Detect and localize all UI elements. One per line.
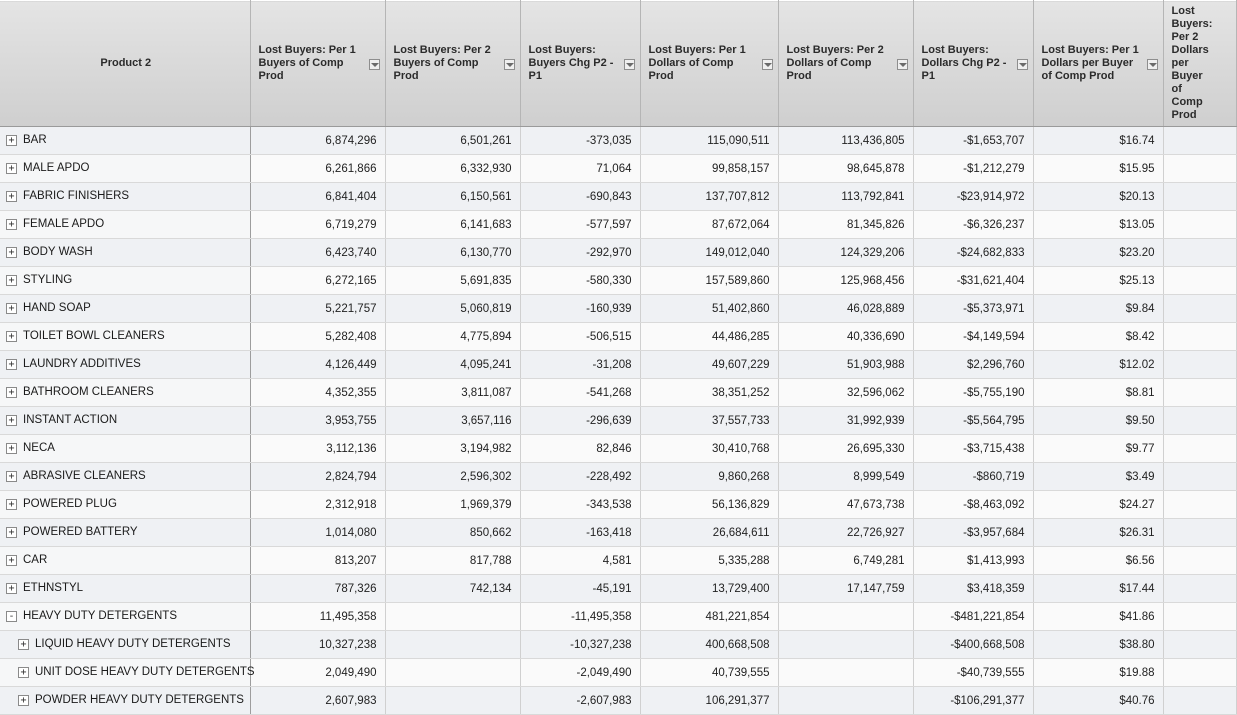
expand-icon[interactable]: +	[6, 499, 17, 510]
expand-icon[interactable]: +	[6, 219, 17, 230]
data-cell[interactable]: $20.13	[1033, 183, 1163, 211]
row-header-cell[interactable]	[0, 267, 250, 295]
data-cell[interactable]: 787,326	[250, 575, 385, 603]
data-cell[interactable]	[778, 659, 913, 687]
column-header-label: Lost Buyers: Per 1 Dollars per Buyer of Comp Prod	[1041, 44, 1139, 82]
data-cell[interactable]	[1163, 435, 1236, 463]
expand-icon[interactable]: +	[6, 527, 17, 538]
data-cell[interactable]: $9.50	[1033, 407, 1163, 435]
data-cell[interactable]	[778, 603, 913, 631]
row-label: POWDER HEAVY DUTY DETERGENTS	[35, 694, 244, 707]
column-header-per2-dollars-per-buyer[interactable]	[1163, 1, 1236, 127]
data-cell[interactable]: 5,282,408	[250, 323, 385, 351]
data-cell[interactable]: 98,645,878	[778, 155, 913, 183]
row-header-cell[interactable]	[0, 323, 250, 351]
column-header-label: Lost Buyers: Per 2 Buyers of Comp Prod	[393, 44, 491, 82]
column-header-product2[interactable]	[0, 1, 250, 127]
data-cell[interactable]: 4,352,355	[250, 379, 385, 407]
data-cell[interactable]: $9.84	[1033, 295, 1163, 323]
row-header-cell[interactable]	[0, 211, 250, 239]
expand-icon[interactable]: +	[6, 415, 17, 426]
expand-icon[interactable]: +	[18, 639, 29, 650]
data-cell[interactable]: -$481,221,854	[913, 603, 1033, 631]
data-cell[interactable]	[1163, 239, 1236, 267]
column-header-label: Lost Buyers: Buyers Chg P2 -P1	[528, 44, 614, 82]
column-header-label: Lost Buyers: Per 2 Dollars per Buyer of Comp Prod	[1171, 5, 1213, 121]
data-cell[interactable]: 817,788	[385, 547, 520, 575]
data-cell[interactable]: 6,719,279	[250, 211, 385, 239]
data-cell[interactable]: 26,684,611	[640, 519, 778, 547]
data-cell[interactable]: $2,296,760	[913, 351, 1033, 379]
data-cell[interactable]: -541,268	[520, 379, 640, 407]
table-row[interactable]	[0, 379, 1236, 407]
data-cell[interactable]	[1163, 351, 1236, 379]
filter-icon[interactable]	[504, 59, 515, 70]
row-label: NECA	[23, 442, 55, 455]
row-label: FABRIC FINISHERS	[23, 190, 130, 203]
data-cell[interactable]	[1163, 407, 1236, 435]
column-header-dollars-chg-p2-p1[interactable]	[913, 1, 1033, 127]
row-label: HAND SOAP	[23, 302, 91, 315]
row-label: FEMALE APDO	[23, 218, 105, 231]
data-cell[interactable]: $15.95	[1033, 155, 1163, 183]
data-cell[interactable]: $23.20	[1033, 239, 1163, 267]
data-cell[interactable]	[1163, 575, 1236, 603]
data-cell[interactable]: -$4,149,594	[913, 323, 1033, 351]
data-cell[interactable]: 6,272,165	[250, 267, 385, 295]
data-cell[interactable]: -373,035	[520, 127, 640, 155]
row-label: CAR	[23, 554, 48, 567]
data-cell[interactable]: -$860,719	[913, 463, 1033, 491]
data-cell[interactable]: $24.27	[1033, 491, 1163, 519]
data-cell[interactable]: 99,858,157	[640, 155, 778, 183]
data-cell[interactable]: 11,495,358	[250, 603, 385, 631]
data-cell[interactable]: $3.49	[1033, 463, 1163, 491]
data-cell[interactable]: 22,726,927	[778, 519, 913, 547]
data-cell[interactable]: 4,775,894	[385, 323, 520, 351]
table-row[interactable]	[0, 323, 1236, 351]
table-row[interactable]	[0, 631, 1236, 659]
data-cell[interactable]: $8.42	[1033, 323, 1163, 351]
table-row[interactable]	[0, 519, 1236, 547]
data-cell[interactable]: -$400,668,508	[913, 631, 1033, 659]
data-cell[interactable]: 4,126,449	[250, 351, 385, 379]
data-cell[interactable]	[1163, 323, 1236, 351]
data-cell[interactable]	[1163, 211, 1236, 239]
row-label: POWERED BATTERY	[23, 526, 138, 539]
row-header-cell[interactable]	[0, 631, 250, 659]
data-cell[interactable]: 17,147,759	[778, 575, 913, 603]
table-header	[0, 1, 1236, 127]
data-cell[interactable]: 6,141,683	[385, 211, 520, 239]
row-header-cell[interactable]	[0, 491, 250, 519]
row-label: ETHNSTYL	[23, 582, 84, 595]
table-row[interactable]	[0, 127, 1236, 155]
data-cell[interactable]: 157,589,860	[640, 267, 778, 295]
table-row[interactable]	[0, 351, 1236, 379]
data-cell[interactable]: 13,729,400	[640, 575, 778, 603]
data-cell[interactable]	[1163, 603, 1236, 631]
data-cell[interactable]	[385, 631, 520, 659]
data-cell[interactable]	[1163, 379, 1236, 407]
column-header-label: Lost Buyers: Per 2 Dollars of Comp Prod	[786, 44, 884, 82]
data-cell[interactable]: $3,418,359	[913, 575, 1033, 603]
data-cell[interactable]: -296,639	[520, 407, 640, 435]
data-cell[interactable]: 6,423,740	[250, 239, 385, 267]
table-row[interactable]	[0, 183, 1236, 211]
table-body	[0, 127, 1236, 715]
data-cell[interactable]: 47,673,738	[778, 491, 913, 519]
column-header-label: Product 2	[100, 57, 152, 69]
expand-icon[interactable]: +	[6, 331, 17, 342]
row-label: LAUNDRY ADDITIVES	[23, 358, 141, 371]
data-cell[interactable]: 5,060,819	[385, 295, 520, 323]
data-cell[interactable]: 481,221,854	[640, 603, 778, 631]
expand-icon[interactable]: +	[6, 163, 17, 174]
row-header-cell[interactable]	[0, 127, 250, 155]
data-cell[interactable]: 31,992,939	[778, 407, 913, 435]
expand-icon[interactable]: +	[6, 443, 17, 454]
data-cell[interactable]: 3,112,136	[250, 435, 385, 463]
data-cell[interactable]	[385, 659, 520, 687]
data-cell[interactable]: $38.80	[1033, 631, 1163, 659]
expand-icon[interactable]: +	[18, 667, 29, 678]
table-row[interactable]	[0, 687, 1236, 715]
column-header-per2-buyers-comp-prod[interactable]	[385, 1, 520, 127]
data-cell[interactable]: -$23,914,972	[913, 183, 1033, 211]
data-cell[interactable]: 40,739,555	[640, 659, 778, 687]
data-cell[interactable]: -506,515	[520, 323, 640, 351]
row-header-cell[interactable]	[0, 463, 250, 491]
data-cell[interactable]: -2,049,490	[520, 659, 640, 687]
data-cell[interactable]: 137,707,812	[640, 183, 778, 211]
data-cell[interactable]	[1163, 267, 1236, 295]
data-cell[interactable]: -343,538	[520, 491, 640, 519]
data-cell[interactable]: -163,418	[520, 519, 640, 547]
data-cell[interactable]: 5,335,288	[640, 547, 778, 575]
data-cell[interactable]: -580,330	[520, 267, 640, 295]
data-cell[interactable]: $16.74	[1033, 127, 1163, 155]
data-cell[interactable]	[1163, 463, 1236, 491]
row-header-cell[interactable]	[0, 575, 250, 603]
data-cell[interactable]: 6,150,561	[385, 183, 520, 211]
data-cell[interactable]	[1163, 295, 1236, 323]
filter-icon[interactable]	[369, 59, 380, 70]
table-row[interactable]	[0, 603, 1236, 631]
row-label: ABRASIVE CLEANERS	[23, 470, 146, 483]
data-cell[interactable]: 3,194,982	[385, 435, 520, 463]
data-cell[interactable]: 26,695,330	[778, 435, 913, 463]
data-cell[interactable]	[1163, 659, 1236, 687]
data-cell[interactable]: 6,501,261	[385, 127, 520, 155]
data-cell[interactable]: -$1,653,707	[913, 127, 1033, 155]
data-cell[interactable]: 115,090,511	[640, 127, 778, 155]
data-cell[interactable]: $13.05	[1033, 211, 1163, 239]
row-label: BATHROOM CLEANERS	[23, 386, 154, 399]
row-label: MALE APDO	[23, 162, 90, 175]
table-row[interactable]	[0, 547, 1236, 575]
data-cell[interactable]: 6,332,930	[385, 155, 520, 183]
expand-icon[interactable]: +	[6, 275, 17, 286]
data-cell[interactable]: $6.56	[1033, 547, 1163, 575]
column-header-buyers-chg-p2-p1[interactable]	[520, 1, 640, 127]
data-cell[interactable]: -$5,373,971	[913, 295, 1033, 323]
table-row[interactable]	[0, 463, 1236, 491]
data-cell[interactable]: -$3,957,684	[913, 519, 1033, 547]
data-cell[interactable]: -$5,755,190	[913, 379, 1033, 407]
data-cell[interactable]: 2,824,794	[250, 463, 385, 491]
table-row[interactable]	[0, 295, 1236, 323]
data-cell[interactable]: -31,208	[520, 351, 640, 379]
data-cell[interactable]: 81,345,826	[778, 211, 913, 239]
data-cell[interactable]: 71,064	[520, 155, 640, 183]
data-cell[interactable]: $8.81	[1033, 379, 1163, 407]
data-cell[interactable]: 742,134	[385, 575, 520, 603]
expand-icon[interactable]: +	[6, 303, 17, 314]
data-cell[interactable]: -292,970	[520, 239, 640, 267]
table-row[interactable]	[0, 267, 1236, 295]
data-cell[interactable]: 4,581	[520, 547, 640, 575]
data-cell[interactable]: 6,130,770	[385, 239, 520, 267]
data-cell[interactable]: 82,846	[520, 435, 640, 463]
expand-icon[interactable]: +	[6, 247, 17, 258]
row-label: BAR	[23, 134, 47, 147]
table-row[interactable]	[0, 491, 1236, 519]
row-label: POWERED PLUG	[23, 498, 117, 511]
row-header-cell[interactable]	[0, 687, 250, 715]
row-header-cell[interactable]	[0, 155, 250, 183]
data-cell[interactable]	[1163, 519, 1236, 547]
table-row[interactable]	[0, 435, 1236, 463]
data-cell[interactable]: $40.76	[1033, 687, 1163, 715]
data-cell[interactable]: 2,049,490	[250, 659, 385, 687]
data-cell[interactable]: -160,939	[520, 295, 640, 323]
data-cell[interactable]: 8,999,549	[778, 463, 913, 491]
column-header-label: Lost Buyers: Per 1 Buyers of Comp Prod	[258, 44, 356, 82]
data-cell[interactable]: 46,028,889	[778, 295, 913, 323]
data-cell[interactable]: 2,607,983	[250, 687, 385, 715]
data-cell[interactable]: 106,291,377	[640, 687, 778, 715]
column-header-per1-buyers-comp-prod[interactable]	[250, 1, 385, 127]
row-header-cell[interactable]	[0, 379, 250, 407]
data-cell[interactable]: 113,436,805	[778, 127, 913, 155]
row-header-cell[interactable]	[0, 407, 250, 435]
data-cell[interactable]: 32,596,062	[778, 379, 913, 407]
column-header-per1-dollars-comp-prod[interactable]	[640, 1, 778, 127]
data-cell[interactable]: 6,874,296	[250, 127, 385, 155]
data-cell[interactable]: 30,410,768	[640, 435, 778, 463]
table-row[interactable]	[0, 155, 1236, 183]
data-cell[interactable]: 1,969,379	[385, 491, 520, 519]
expand-icon[interactable]: +	[6, 135, 17, 146]
data-cell[interactable]	[385, 603, 520, 631]
header-row	[0, 1, 1236, 127]
data-cell[interactable]	[1163, 155, 1236, 183]
expand-icon[interactable]: +	[6, 471, 17, 482]
table-row[interactable]	[0, 407, 1236, 435]
data-cell[interactable]: -10,327,238	[520, 631, 640, 659]
data-cell[interactable]: 38,351,252	[640, 379, 778, 407]
table-row[interactable]	[0, 659, 1236, 687]
data-cell[interactable]	[778, 631, 913, 659]
data-cell[interactable]: $19.88	[1033, 659, 1163, 687]
data-cell[interactable]: 44,486,285	[640, 323, 778, 351]
data-cell[interactable]: 113,792,841	[778, 183, 913, 211]
filter-icon[interactable]	[624, 59, 635, 70]
data-cell[interactable]: 51,903,988	[778, 351, 913, 379]
data-cell[interactable]: -$1,212,279	[913, 155, 1033, 183]
column-header-per2-dollars-comp-prod[interactable]	[778, 1, 913, 127]
data-cell[interactable]	[1163, 547, 1236, 575]
row-label: TOILET BOWL CLEANERS	[23, 330, 165, 343]
row-label: UNIT DOSE HEAVY DUTY DETERGENTS	[35, 666, 255, 679]
data-cell[interactable]	[1163, 687, 1236, 715]
expand-icon[interactable]: +	[6, 387, 17, 398]
data-cell[interactable]: 4,095,241	[385, 351, 520, 379]
data-cell[interactable]: 40,336,690	[778, 323, 913, 351]
data-cell[interactable]: 400,668,508	[640, 631, 778, 659]
column-header-label: Lost Buyers: Per 1 Dollars of Comp Prod	[648, 44, 746, 82]
row-header-cell[interactable]	[0, 295, 250, 323]
data-cell[interactable]: -11,495,358	[520, 603, 640, 631]
expand-icon[interactable]: +	[18, 695, 29, 706]
data-cell[interactable]: -$3,715,438	[913, 435, 1033, 463]
data-cell[interactable]: $26.31	[1033, 519, 1163, 547]
table-row[interactable]	[0, 575, 1236, 603]
row-header-cell[interactable]	[0, 435, 250, 463]
data-cell[interactable]: 51,402,860	[640, 295, 778, 323]
data-cell[interactable]: 2,596,302	[385, 463, 520, 491]
data-cell[interactable]: -2,607,983	[520, 687, 640, 715]
data-cell[interactable]: 5,691,835	[385, 267, 520, 295]
data-cell[interactable]	[1163, 127, 1236, 155]
data-cell[interactable]: 6,261,866	[250, 155, 385, 183]
data-cell[interactable]: 56,136,829	[640, 491, 778, 519]
collapse-icon[interactable]: -	[6, 611, 17, 622]
row-label: HEAVY DUTY DETERGENTS	[23, 610, 178, 623]
data-cell[interactable]: -228,492	[520, 463, 640, 491]
column-header-label: Lost Buyers: Dollars Chg P2 -P1	[921, 44, 1007, 82]
data-cell[interactable]: $41.86	[1033, 603, 1163, 631]
table-row[interactable]	[0, 211, 1236, 239]
data-cell[interactable]: -$40,739,555	[913, 659, 1033, 687]
data-cell[interactable]: $12.02	[1033, 351, 1163, 379]
column-header-per1-dollars-per-buyer[interactable]	[1033, 1, 1163, 127]
data-cell[interactable]: -$106,291,377	[913, 687, 1033, 715]
data-cell[interactable]: $1,413,993	[913, 547, 1033, 575]
data-cell[interactable]: 5,221,757	[250, 295, 385, 323]
expand-icon[interactable]: +	[6, 359, 17, 370]
row-label: STYLING	[23, 274, 73, 287]
data-cell[interactable]: -$31,621,404	[913, 267, 1033, 295]
data-cell[interactable]	[1163, 491, 1236, 519]
row-header-cell[interactable]	[0, 547, 250, 575]
row-header-cell[interactable]	[0, 603, 250, 631]
data-cell[interactable]: -$5,564,795	[913, 407, 1033, 435]
data-cell[interactable]: 87,672,064	[640, 211, 778, 239]
data-cell[interactable]: 10,327,238	[250, 631, 385, 659]
data-cell[interactable]: 3,657,116	[385, 407, 520, 435]
row-label: BODY WASH	[23, 246, 93, 259]
row-header-cell[interactable]	[0, 351, 250, 379]
data-cell[interactable]: 124,329,206	[778, 239, 913, 267]
data-cell[interactable]	[778, 687, 913, 715]
data-cell[interactable]: 125,968,456	[778, 267, 913, 295]
data-cell[interactable]: -45,191	[520, 575, 640, 603]
data-cell[interactable]	[1163, 631, 1236, 659]
data-cell[interactable]: 2,312,918	[250, 491, 385, 519]
filter-icon[interactable]	[762, 59, 773, 70]
data-cell[interactable]: $9.77	[1033, 435, 1163, 463]
data-cell[interactable]	[1163, 183, 1236, 211]
data-cell[interactable]: $17.44	[1033, 575, 1163, 603]
data-cell[interactable]: 149,012,040	[640, 239, 778, 267]
expand-icon[interactable]: +	[6, 191, 17, 202]
data-cell[interactable]: 3,953,755	[250, 407, 385, 435]
filter-icon[interactable]	[1147, 59, 1158, 70]
filter-icon[interactable]	[897, 59, 908, 70]
data-cell[interactable]: -$6,326,237	[913, 211, 1033, 239]
data-cell[interactable]: -$8,463,092	[913, 491, 1033, 519]
data-cell[interactable]: 9,860,268	[640, 463, 778, 491]
data-cell[interactable]: 6,749,281	[778, 547, 913, 575]
data-cell[interactable]: 37,557,733	[640, 407, 778, 435]
data-cell[interactable]	[385, 687, 520, 715]
data-cell[interactable]: -690,843	[520, 183, 640, 211]
data-cell[interactable]: 813,207	[250, 547, 385, 575]
data-cell[interactable]: 850,662	[385, 519, 520, 547]
row-label: INSTANT ACTION	[23, 414, 118, 427]
row-header-cell[interactable]	[0, 239, 250, 267]
row-header-cell[interactable]	[0, 519, 250, 547]
data-cell[interactable]: 6,841,404	[250, 183, 385, 211]
expand-icon[interactable]: +	[6, 583, 17, 594]
row-label: LIQUID HEAVY DUTY DETERGENTS	[35, 638, 231, 651]
data-cell[interactable]: -$24,682,833	[913, 239, 1033, 267]
expand-icon[interactable]: +	[6, 555, 17, 566]
data-cell[interactable]: $25.13	[1033, 267, 1163, 295]
filter-icon[interactable]	[1017, 59, 1028, 70]
data-cell[interactable]: 1,014,080	[250, 519, 385, 547]
data-cell[interactable]: -577,597	[520, 211, 640, 239]
table-row[interactable]	[0, 239, 1236, 267]
row-header-cell[interactable]	[0, 183, 250, 211]
row-header-cell[interactable]	[0, 659, 255, 687]
data-cell[interactable]: 3,811,087	[385, 379, 520, 407]
data-cell[interactable]: 49,607,229	[640, 351, 778, 379]
